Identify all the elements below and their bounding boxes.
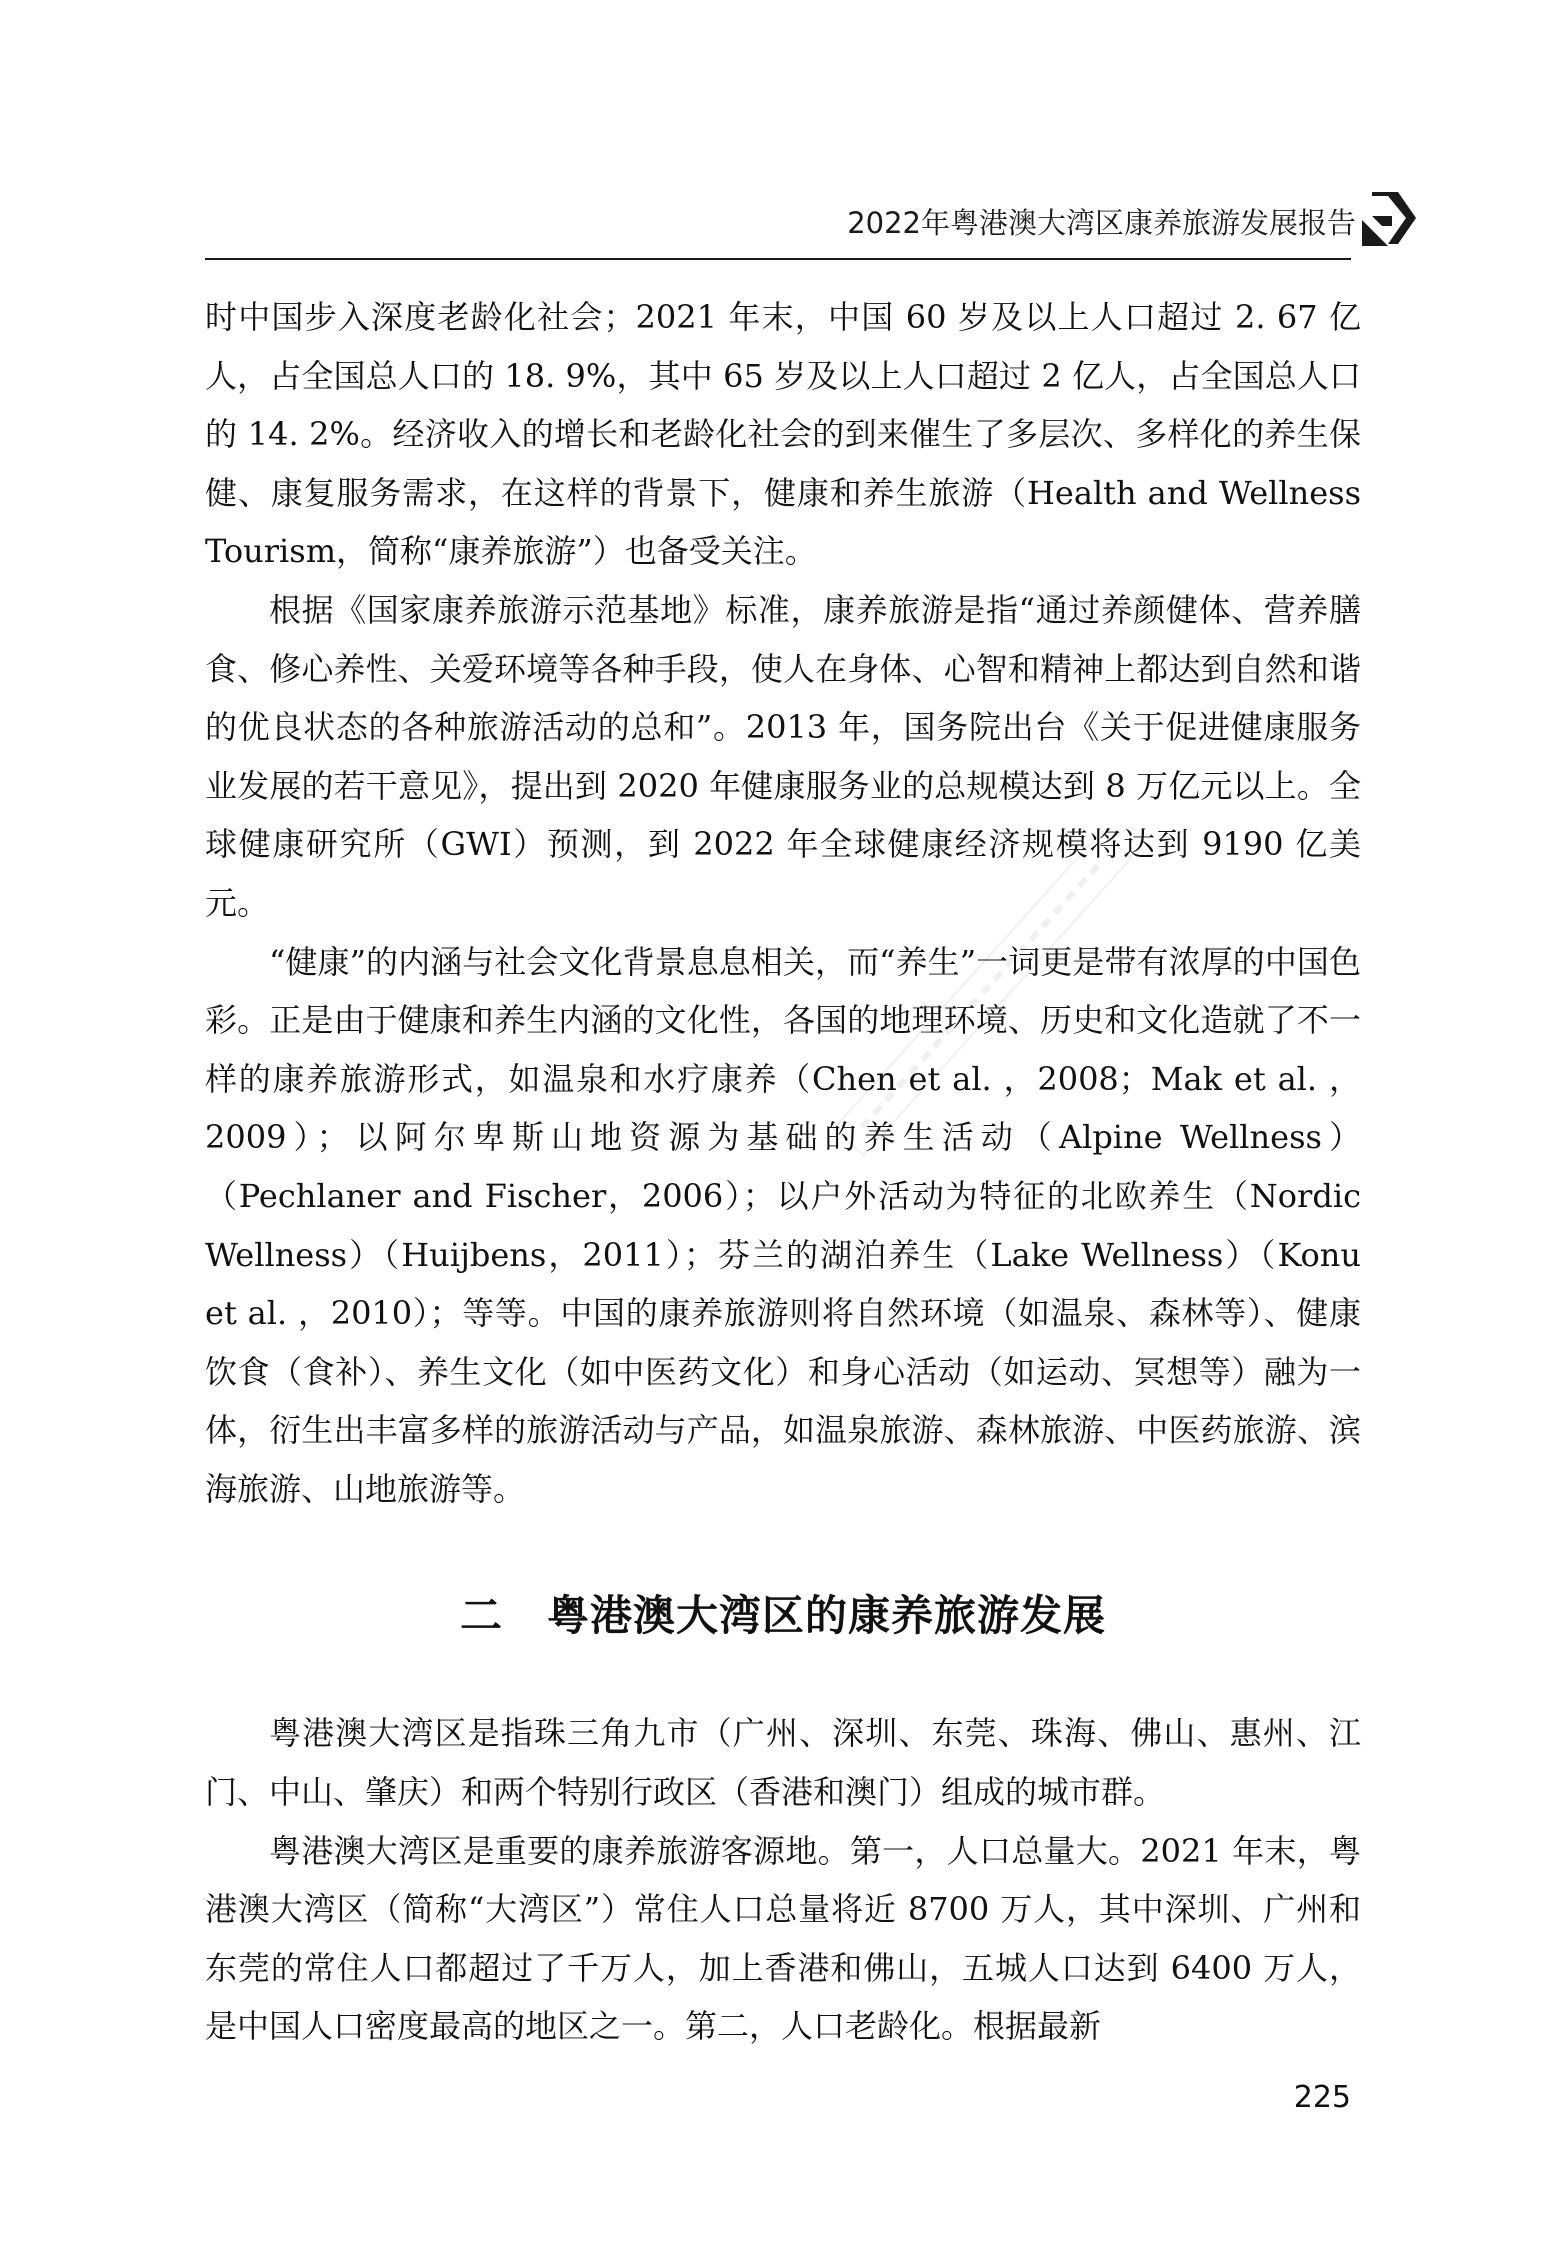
paragraph-1: 时中国步入深度老龄化社会；2021 年末，中国 60 岁及以上人口超过 2. 67 亿人，占全国总人口的 18. 9%，其中 65 岁及以上人口超过 2 亿人，占全国总人口的 14. 2%。经济收入的增长和老龄化社会的到来催生了多层次、多样化的养生保健、康复服务需求，在这样的背景下，健康和养生旅游（Health and Wellness Tourism，简称“康养旅游”）也备受关注。: [205, 298, 1361, 571]
running-header-title: 2022年粤港澳大湾区康养旅游发展报告: [847, 205, 1356, 240]
page-number: 225: [1293, 2080, 1351, 2115]
section-title: 粤港澳大湾区的康养旅游发展: [547, 1591, 1107, 1641]
paragraph-5: 粤港澳大湾区是重要的康养旅游客源地。第一，人口总量大。2021 年末，粤港澳大湾区（简称“大湾区”）常住人口总量将近 8700 万人，其中深圳、广州和东莞的常住人口都超过了千万人，加上香港和佛山，五城人口达到 6400 万人，是中国人口密度最高的地区之一。第二，人口老龄化。根据最新: [205, 1831, 1361, 2046]
paragraph-3: “健康”的内涵与社会文化背景息息相关，而“养生”一词更是带有浓厚的中国色彩。正是由于健康和养生内涵的文化性，各国的地理环境、历史和文化造就了不一样的康养旅游形式，如温泉和水疗康养（Chen et al. ，2008；Mak et al. ，2009）；以阿尔卑斯山地资源为基础的养生活动（Alpine Wellness）（Pechlaner and Fischer，2006）；以户外活动为特征的北欧养生（Nordic Wellness）（Huijbens，2011）；芬兰的湖泊养生（Lake Wellness）（Konu et al. ，2010）；等等。中国的康养旅游则将自然环境（如温泉、森林等）、健康饮食（食补）、养生文化（如中医药文化）和身心活动（如运动、冥想等）融为一体，衍生出丰富多样的旅游活动与产品，如温泉旅游、森林旅游、中医药旅游、滨海旅游、山地旅游等。: [205, 942, 1361, 1508]
header-rule: [205, 258, 1351, 260]
paragraph-2: 根据《国家康养旅游示范基地》标准，康养旅游是指“通过养颜健体、营养膳食、修心养性、关爱环境等各种手段，使人在身体、心智和精神上都达到自然和谐的优良状态的各种旅游活动的总和”。2013 年，国务院出台《关于促进健康服务业发展的若干意见》，提出到 2020 年健康服务业的总规模达到 8 万亿元以上。全球健康研究所（GWI）预测，到 2022 年全球健康经济规模将达到 9190 亿美元。: [205, 590, 1361, 922]
book-logo-icon: [1358, 186, 1430, 250]
page-body: [205, 288, 1361, 2056]
section-number: 二: [459, 1591, 503, 1641]
section-heading: [205, 1586, 1361, 1646]
running-header: [847, 186, 1356, 256]
paragraph-4: 粤港澳大湾区是指珠三角九市（广州、深圳、东莞、珠海、佛山、惠州、江门、中山、肇庆）和两个特别行政区（香港和澳门）组成的城市群。: [205, 1714, 1361, 1812]
